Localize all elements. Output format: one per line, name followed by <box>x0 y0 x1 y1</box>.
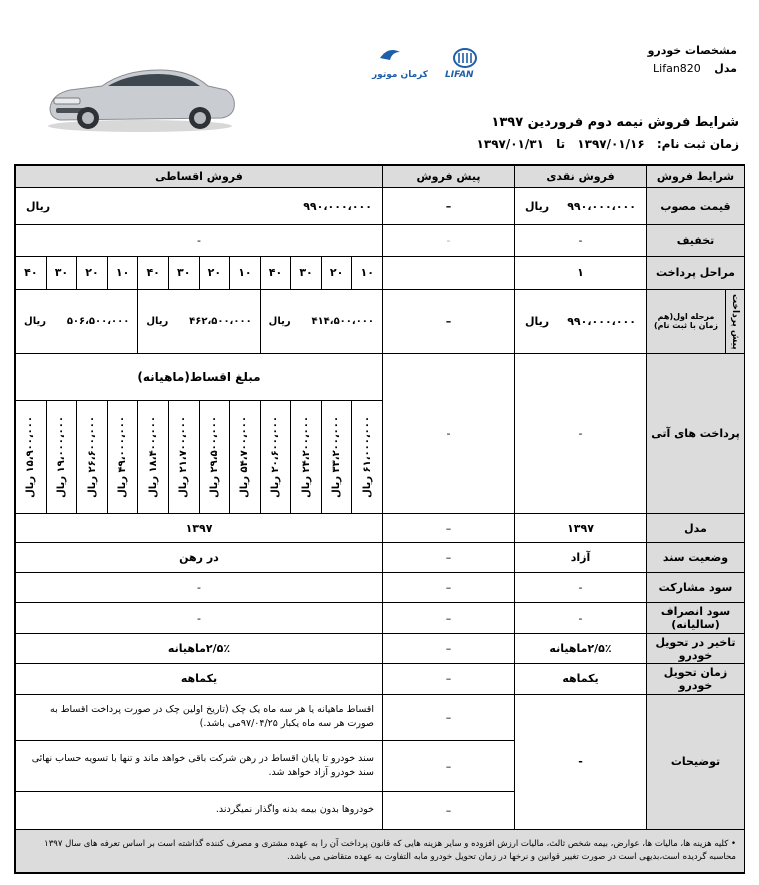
monthly-value: ۴۹،۰۰۰،۰۰۰ ریال <box>117 416 129 499</box>
cash-notes: - <box>515 694 647 830</box>
header-cash: فروش نقدی <box>515 166 647 188</box>
future-payments-label: پرداخت های آتی <box>647 354 745 514</box>
monthly-value: ۱۸،۴۰۰،۰۰۰ ریال <box>147 416 159 499</box>
model-row-label: مدل <box>647 514 745 542</box>
stage-cell: ۳۰ <box>46 257 77 288</box>
date-to-word: تا <box>556 137 566 151</box>
stage-cell: ۱۰ <box>107 257 138 288</box>
stage-cell: ۴۰ <box>260 257 291 288</box>
inst-price-unit: ریال <box>26 199 51 213</box>
presale-delivery: – <box>383 664 515 694</box>
cash-cancel: - <box>515 603 647 633</box>
inst-cancel: - <box>16 603 383 633</box>
inst-first-unit: ریال <box>146 315 169 327</box>
header-installment: فروش اقساطی <box>16 166 383 188</box>
monthly-value: ۲۰،۶۰۰،۰۰۰ ریال <box>269 416 281 499</box>
monthly-grid <box>16 401 382 513</box>
stage-cell: ۲۰ <box>76 257 107 288</box>
presale-cancel: – <box>383 603 515 633</box>
presale-first: – <box>383 289 515 354</box>
row-approved-price <box>16 188 745 224</box>
car-image <box>40 56 240 136</box>
row-partnership-profit <box>16 573 745 603</box>
row-first-payment <box>16 289 745 354</box>
sales-conditions-table <box>14 164 745 874</box>
row-model <box>16 514 745 542</box>
cash-model: ۱۳۹۷ <box>515 514 647 542</box>
monthly-title: مبلغ اقساط(ماهیانه) <box>16 354 383 401</box>
row-notes-1 <box>16 694 745 741</box>
presale-price: – <box>383 188 515 224</box>
cash-price-value: ۹۹۰،۰۰۰،۰۰۰ <box>567 199 636 213</box>
logo-right-text: کرمان موتور <box>372 70 429 80</box>
inst-discount: - <box>16 224 383 256</box>
presale-note: – <box>383 741 515 792</box>
date-label: زمان ثبت نام: <box>656 137 739 151</box>
row-delay <box>16 633 745 663</box>
monthly-value: ۵۴،۷۰۰،۰۰۰ ریال <box>239 416 251 499</box>
row-delivery <box>16 664 745 694</box>
logo-left-text: LIFAN <box>445 70 474 80</box>
cash-stages: ۱ <box>515 257 647 289</box>
monthly-value: ۲۱،۷۰۰،۰۰۰ ریال <box>178 416 190 499</box>
presale-future: - <box>383 354 515 514</box>
cash-partnership: - <box>515 573 647 603</box>
stage-cell: ۱۰ <box>229 257 260 288</box>
inst-model: ۱۳۹۷ <box>16 514 383 542</box>
presale-discount: - <box>383 224 515 256</box>
stage-cell: ۲۰ <box>199 257 230 288</box>
row-discount <box>16 224 745 256</box>
kerman-motor-logo <box>371 50 429 80</box>
stages-label: مراحل پرداخت <box>647 257 745 289</box>
spec-title: مشخصات خودرو <box>647 44 737 57</box>
presale-note: – <box>383 791 515 829</box>
stage-cell: ۳۰ <box>290 257 321 288</box>
row-payment-stages <box>16 257 745 289</box>
inst-partnership: - <box>16 573 383 603</box>
cash-discount: - <box>515 224 647 256</box>
inst-note: اقساط ماهیانه یا هر سه ماه یک چک (تاریخ اولین چک در صورت پرداخت اقساط به صورت هر سه ماه یکبار ۹۷/۰۴/۲۵می باشد.) <box>16 694 383 741</box>
header-conditions: شرایط فروش <box>647 166 745 188</box>
cancel-label: سود انصراف (سالیانه) <box>647 603 745 633</box>
stage-cell: ۱۰ <box>351 257 382 288</box>
doc-title: شرایط فروش نیمه دوم فروردین ۱۳۹۷ <box>491 115 739 130</box>
inst-first-grid <box>16 290 382 354</box>
presale-doc-status: – <box>383 542 515 572</box>
model-line <box>653 62 737 75</box>
cash-doc-status: آزاد <box>515 542 647 572</box>
inst-doc-status: در رهن <box>16 542 383 572</box>
inst-note: خودروها بدون بیمه بدنه واگذار نمیگردند. <box>16 791 383 829</box>
inst-first-unit: ریال <box>268 315 291 327</box>
first-payment-label: مرحله اول(هم زمان با ثبت نام) <box>653 312 719 331</box>
stage-cell: ۲۰ <box>321 257 352 288</box>
model-label: مدل <box>714 62 737 75</box>
cash-price-unit: ریال <box>525 199 550 213</box>
footnote: • کلیه هزینه ها، مالیات ها، عوارض، بیمه شخص ثالث، مالیات ارزش افزوده و سایر هزینه هایی که قانون پرداخت آن را به عهده مشتری و مصرف کننده گذاشته است بر اساس تعرفه های سال ۱۳۹۷ محاسبه گردیده است،بدیهی است در صورت تغییر قوانین و نرخها در زمان تحویل خودرو مابه التفاوت به عهده متقاضی می باشد. <box>16 830 745 873</box>
row-footnote <box>16 830 745 873</box>
presale-model: – <box>383 514 515 542</box>
prepay-side-label: پیش پرداخت <box>730 293 740 350</box>
registration-date <box>477 137 739 151</box>
stage-cell: ۴۰ <box>24 266 38 280</box>
presale-delay: – <box>383 633 515 663</box>
presale-note: – <box>383 694 515 741</box>
notes-label: توضیحات <box>647 694 745 830</box>
inst-price-value: ۹۹۰،۰۰۰،۰۰۰ <box>303 199 372 213</box>
inst-stages-grid <box>16 257 382 288</box>
cash-future: - <box>515 354 647 514</box>
inst-first-unit: ریال <box>24 315 46 327</box>
table-header-row <box>16 166 745 188</box>
stage-cell: ۳۰ <box>168 257 199 288</box>
row-doc-status <box>16 542 745 572</box>
monthly-value: ۲۹،۵۰۰،۰۰۰ ریال <box>208 416 220 499</box>
stage-cell: ۴۰ <box>137 257 168 288</box>
presale-partnership: – <box>383 573 515 603</box>
row-monthly-title <box>16 354 745 401</box>
model-value: Lifan820 <box>653 62 701 75</box>
partnership-label: سود مشارکت <box>647 573 745 603</box>
doc-status-label: وضعیت سند <box>647 542 745 572</box>
lifan-logo <box>445 49 476 80</box>
monthly-value: ۶۱،۰۰۰،۰۰۰ ریال <box>361 416 373 499</box>
monthly-value: ۱۵،۹۰۰،۰۰۰ ریال <box>25 416 37 499</box>
row-cancel-profit <box>16 603 745 633</box>
inst-delivery: یکماهه <box>16 664 383 694</box>
delay-label: تاخیر در تحویل خودرو <box>647 633 745 663</box>
monthly-value: ۲۶،۶۰۰،۰۰۰ ریال <box>86 416 98 499</box>
inst-note: سند خودرو تا پایان اقساط در رهن شرکت باقی خواهد ماند و تنها با تسویه حساب نهائی سند خودرو آزاد خواهد شد. <box>16 741 383 792</box>
inst-first-value: ۴۱۴،۵۰۰،۰۰۰ <box>311 315 374 327</box>
approved-price-label: قیمت مصوب <box>647 188 745 224</box>
cash-first-value: ۹۹۰،۰۰۰،۰۰۰ <box>567 314 636 328</box>
inst-first-value: ۵۰۶،۵۰۰،۰۰۰ <box>66 315 130 327</box>
cash-delivery: یکماهه <box>515 664 647 694</box>
cash-first-unit: ریال <box>525 314 550 328</box>
monthly-value: ۱۹،۰۰۰،۰۰۰ ریال <box>55 416 67 499</box>
date-to: ۱۳۹۷/۰۱/۳۱ <box>476 137 544 151</box>
inst-first-value: ۴۶۲،۵۰۰،۰۰۰ <box>189 315 252 327</box>
cash-delay: ۲/۵٪ماهیانه <box>515 633 647 663</box>
monthly-value: ۲۴،۲۰۰،۰۰۰ ریال <box>300 416 312 499</box>
delivery-label: زمان تحویل خودرو <box>647 664 745 694</box>
brand-logos <box>370 44 490 84</box>
header-presale: پیش فروش <box>383 166 515 188</box>
inst-delay: ۲/۵٪ماهیانه <box>16 633 383 663</box>
discount-label: تخفیف <box>647 224 745 256</box>
monthly-value: ۳۳،۲۰۰،۰۰۰ ریال <box>331 416 343 499</box>
date-from: ۱۳۹۷/۰۱/۱۶ <box>577 137 645 151</box>
